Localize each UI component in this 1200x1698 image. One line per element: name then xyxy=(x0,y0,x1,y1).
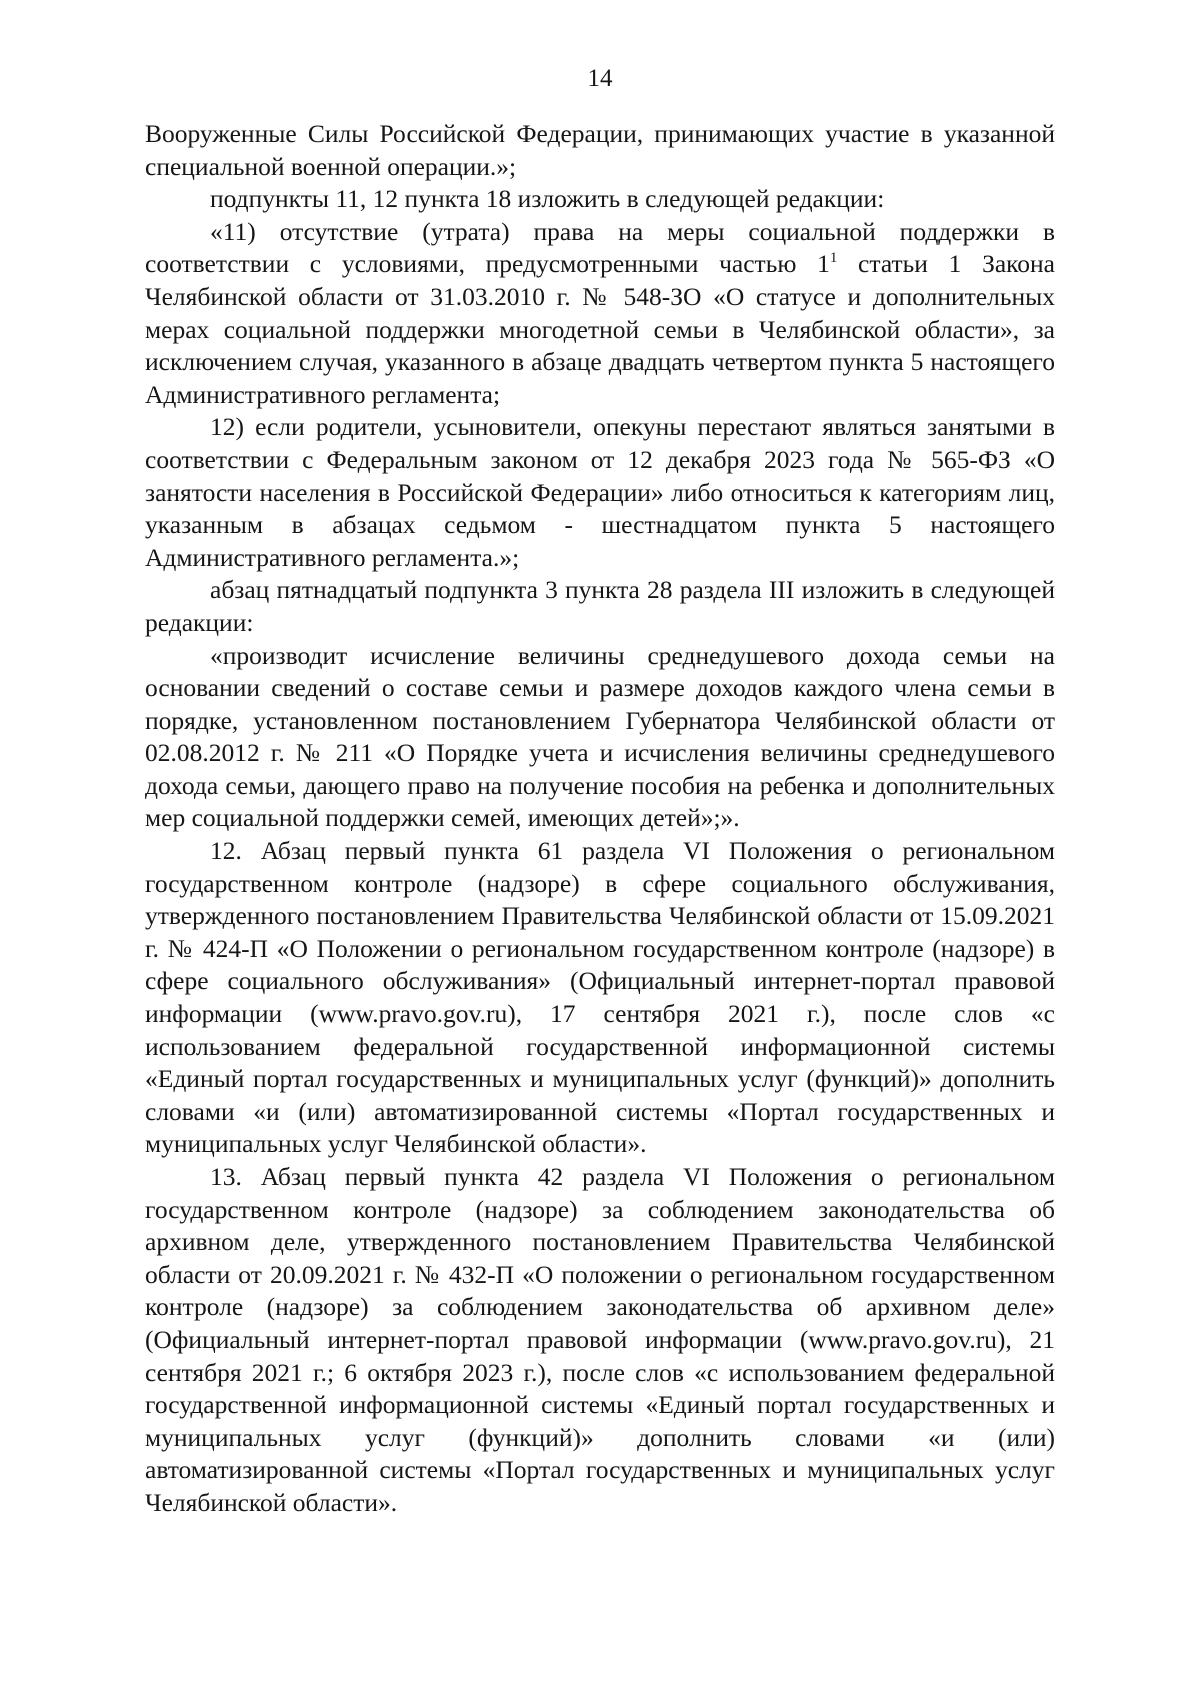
paragraph-item-13: 13. Абзац первый пункта 42 раздела VI Положения о региональном государственном контроле (надзоре) за соблюдением законодательства об архивном деле, утвержденного постановлением Правительства Челябинской области от 20.09.2021 г. № 432-П «О положении о региональном государственном контроле (надзоре) за соблюдением законодательства об архивном деле» (Официальный интернет-портал правовой информации (www.pravo.gov.ru), 21 сентября 2021 г.; 6 октября 2023 г.), после слов «с использованием федеральной государственной информационной системы «Единый портал государственных и муниципальных услуг (функций)» дополнить словами «и (или) автоматизированной системы «Портал государственных и муниципальных услуг Челябинской области». xyxy=(145,1162,1055,1517)
paragraph-subitems-intro: подпункты 11, 12 пункта 18 изложить в следующей редакции: xyxy=(210,184,885,214)
paragraph-item-12: 12. Абзац первый пункта 61 раздела VI Положения о региональном государственном контроле (надзоре) в сфере социального обслуживания, утвержденного постановлением Правительства Челябинской области от 15.09.2021 г. № 424-П «О Положении о региональном государственном контроле (надзоре) в сфере социального обслуживания» (Официальный интернет-портал правовой информации (www.pravo.gov.ru), 17 сентября 2021 г.), после слов «с использованием федеральной государственной информационной системы «Единый портал государственных и муниципальных услуг (функций)» дополнить словами «и (или) автоматизированной системы «Портал государственных и муниципальных услуг Челябинской области». xyxy=(145,836,1055,1159)
superscript-part-number: 1 xyxy=(829,250,838,267)
paragraph-continuation: Вооруженные Силы Российской Федерации, принимающих участие в указанной специальной военной операции.»; xyxy=(145,119,1055,181)
paragraph-abzac-fifteen: абзац пятнадцатый подпункта 3 пункта 28 раздела III изложить в следующей редакции: xyxy=(145,575,1055,637)
paragraph-subitem-11 xyxy=(145,216,1055,412)
page-number: 14 xyxy=(587,65,613,92)
document-body xyxy=(145,118,1055,1520)
subitem-11-text-end: статьи 1 Закона Челябинской области от 31.03.2010 г. № 548-ЗО «О статусе и дополнительных мерах социальной поддержки многодетной семьи в Челябинской области», за исключением случая, указанного в абзаце двадцать четвертом пункта 5 настоящего Административного регламента; xyxy=(145,249,1055,409)
paragraph-income-calculation: «производит исчисление величины среднедушевого дохода семьи на основании сведений о составе семьи и размере доходов каждого члена семьи в порядке, установленном постановлением Губернатора Челябинской области от 02.08.2012 г. № 211 «О Порядке учета и исчисления величины среднедушевого дохода семьи, дающего право на получение пособия на ребенка и дополнительных мер социальной поддержки семей, имеющих детей»;». xyxy=(145,640,1055,833)
subitem-11-text-start: «11) отсутствие (утрата) права на меры социальной поддержки в соответствии с условиями, предусмотренными частью 1 xyxy=(145,216,1055,279)
paragraph-subitem-12: 12) если родители, усыновители, опекуны перестают являться занятыми в соответствии с Федеральным законом от 12 декабря 2023 года № 565-ФЗ «О занятости населения в Российской Федерации» либо относиться к категориям лиц, указанным в абзацах седьмом - шестнадцатом пункта 5 настоящего Административного регламента.»; xyxy=(145,412,1055,572)
